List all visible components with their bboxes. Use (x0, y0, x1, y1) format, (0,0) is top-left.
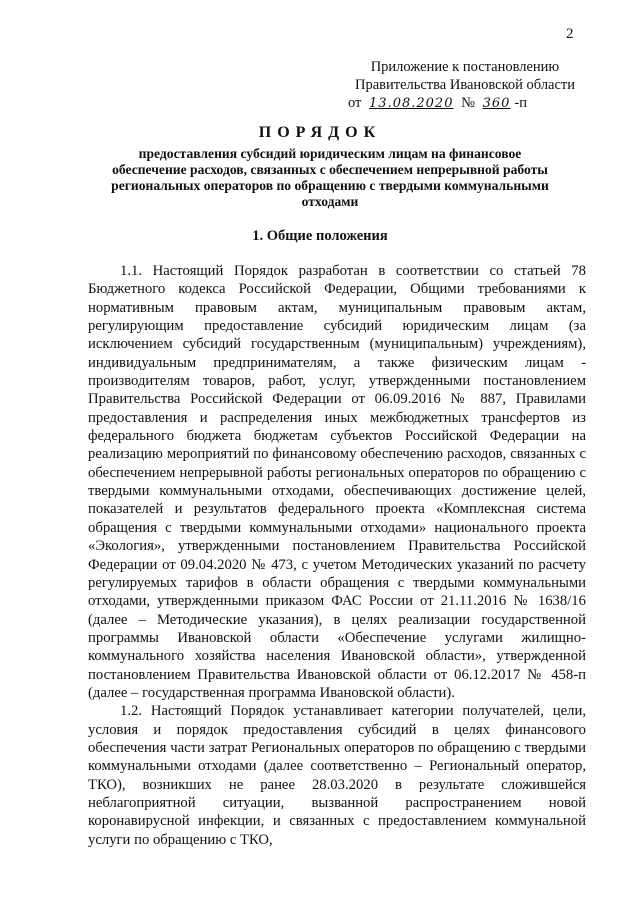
section-heading: 1. Общие положения (252, 228, 388, 244)
number-suffix: -п (514, 95, 527, 111)
number-prefix: № (461, 95, 475, 111)
appendix-block (330, 58, 600, 113)
page-number: 2 (566, 26, 574, 42)
document-title: ПОРЯДОК (258, 124, 382, 141)
paragraph-1-2: 1.2. Настоящий Порядок устанавливает категории получателей, цели, условия и порядок предоставления субсидий в целях финансового обеспечения части затрат Региональных операторов по обращению с твердыми коммунальными отходами (далее соответственно – Региональный оператор, ТКО), возникших не ранее 28.03.2020 в результате сложившейся неблагоприятной ситуации, вызванной распространением новой коронавирусной инфекции, и связанных с предоставлением коммунальной услуги по обращению с ТКО, (88, 703, 586, 848)
appendix-line-1: Приложение к постановлению (370, 59, 560, 75)
paragraph-1-1: 1.1. Настоящий Порядок разработан в соответствии со статьей 78 Бюджетного кодекса Российской Федерации, Общими требованиями к нормативным правовым актам, муниципальным правовым актам, регулирующим предоставление субсидий юридическим лицам (за исключением субсидий государственным (муниципальным) учреждениям), индивидуальным предпринимателям, а также физическим лицам - производителям товаров, работ, услуг, утвержденными постановлением Правительства Российской Федерации от 06.09.2016 № 887, Правилами предоставления и распределения иных межбюджетных трансфертов из федерального бюджета бюджетам субъектов Российской Федерации на реализацию мероприятий по финансовому обеспечению расходов, связанных с обеспечением непрерывной работы региональных операторов по обращению с твердыми коммунальными отходами, обеспечивающих достижение целей, показателей и результатов федерального проекта «Комплексная система обращения с твердыми коммунальными отходами» национального проекта «Экология», утвержденными постановлением Правительства Российской Федерации от 09.04.2020 № 473, с учетом Методических указаний по расчету регулируемых тарифов в области обращения с твердыми коммунальными отходами, утвержденными приказом ФАС России от 21.11.2016 № 1638/16 (далее – Методические указания), в целях реализации государственной программы Ивановской области «Обеспечение услугами жилищно-коммунального хозяйства населения Ивановской области», утвержденной постановлением Правительства Ивановской области от 06.12.2017 № 458-п (далее – государственная программа Ивановской области). (88, 263, 586, 701)
handwritten-date: 13.08.2020 (369, 96, 454, 111)
appendix-date-line (330, 94, 600, 113)
document-subtitle: предоставления субсидий юридическим лицам на финансовое обеспечение расходов, связанных с обеспечением непрерывной работы региональных операторов по обращению с твердыми коммунальными отходами (111, 146, 549, 209)
handwritten-number: 360 (482, 96, 511, 111)
date-prefix: от (348, 95, 362, 111)
appendix-line-2: Правительства Ивановской области (354, 77, 576, 93)
document-body (88, 262, 586, 849)
